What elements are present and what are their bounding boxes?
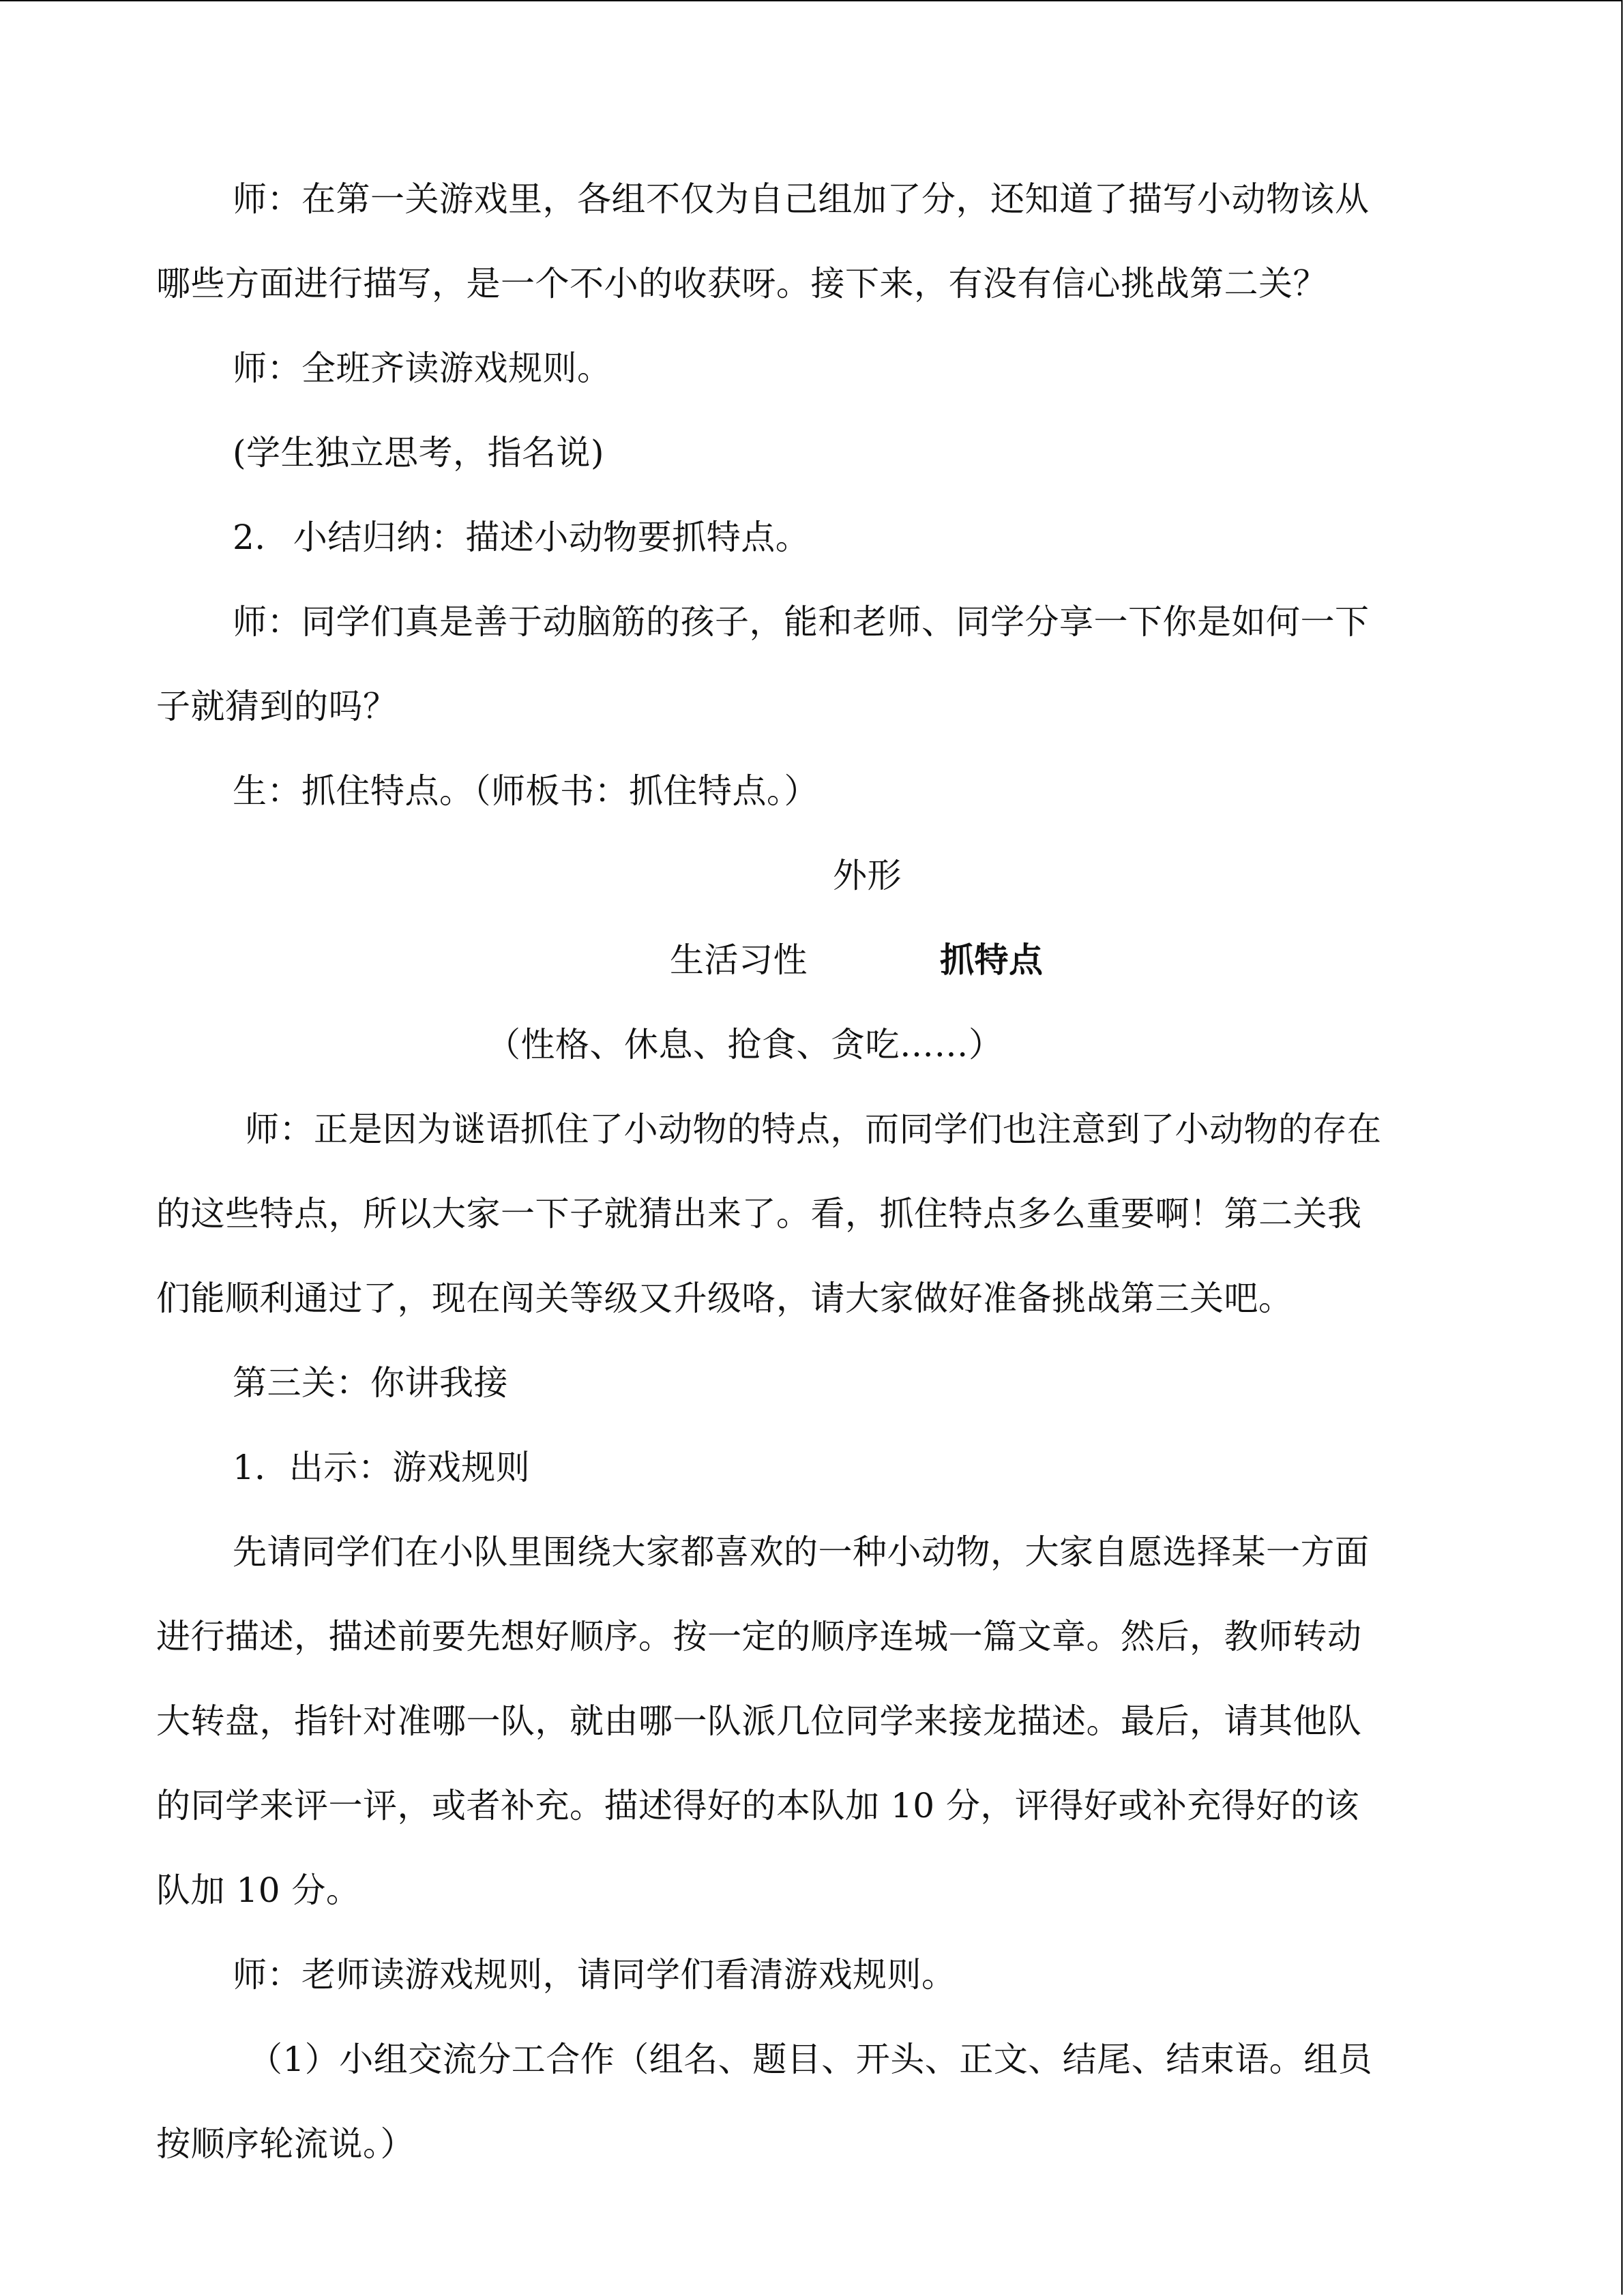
paragraph-line: 师：全班齐读游戏规则。 [233,348,612,388]
board-examples: （性格、休息、抢食、贪吃……） [486,1025,1003,1064]
paragraph-line: 先请同学们在小队里围绕大家都喜欢的一种小动物，大家自愿选择某一方面 [233,1532,1370,1572]
paragraph-line: 进行描述，描述前要先想好顺序。按一定的顺序连城一篇文章。然后，教师转动 [156,1617,1362,1656]
paragraph-line: 的同学来评一评，或者补充。描述得好的本队加 10 分，评得好或补充得好的该 [156,1786,1359,1825]
paragraph-line: (学生独立思考，指名说) [233,433,605,473]
paragraph-line: 师：同学们真是善于动脑筋的孩子，能和老师、同学分享一下你是如何一下 [233,602,1370,642]
paragraph-line: 们能顺利通过了，现在闯关等级又升级咯，请大家做好准备挑战第三关吧。 [156,1279,1293,1318]
paragraph-line: 师：老师读游戏规则，请同学们看清游戏规则。 [233,1955,956,1995]
paragraph-line: 哪些方面进行描写，是一个不小的收获呀。接下来，有没有信心挑战第二关？ [156,264,1327,303]
paragraph-line: 生：抓住特点。（师板书：抓住特点。） [233,771,818,811]
paragraph-line: 师：正是因为谜语抓住了小动物的特点，而同学们也注意到了小动物的存在 [245,1109,1382,1149]
board-row [156,918,1493,1002]
board-item-appearance: 外形 [833,856,902,895]
item-number: 2. [233,518,266,557]
numbered-item [156,495,1493,580]
paragraph-line: 按顺序轮流说。） [156,2124,415,2164]
paragraph-line: 师：在第一关游戏里，各组不仅为自己组加了分，还知道了描写小动物该从 [233,179,1370,219]
section-heading: 第三关：你讲我接 [233,1363,508,1403]
document-body [156,157,1493,2186]
paragraph-line: 1．出示：游戏规则 [233,1448,531,1487]
paragraph-line: 队加 10 分。 [156,1870,361,1910]
board-item-habits: 生活习性 [670,940,808,980]
paragraph-line: 子就猜到的吗？ [156,687,398,726]
paragraph-line: （1）小组交流分工合作（组名、题目、开头、正文、结尾、结束语。组员 [248,2040,1373,2079]
paragraph-line: 的这些特点，所以大家一下子就猜出来了。看，抓住特点多么重要啊！第二关我 [156,1194,1362,1234]
board-heading: 抓特点 [940,940,1044,980]
item-text: 小结归纳：描述小动物要抓特点。 [293,518,810,557]
paragraph-line: 大转盘，指针对准哪一队，就由哪一队派几位同学来接龙描述。最后，请其他队 [156,1701,1362,1741]
